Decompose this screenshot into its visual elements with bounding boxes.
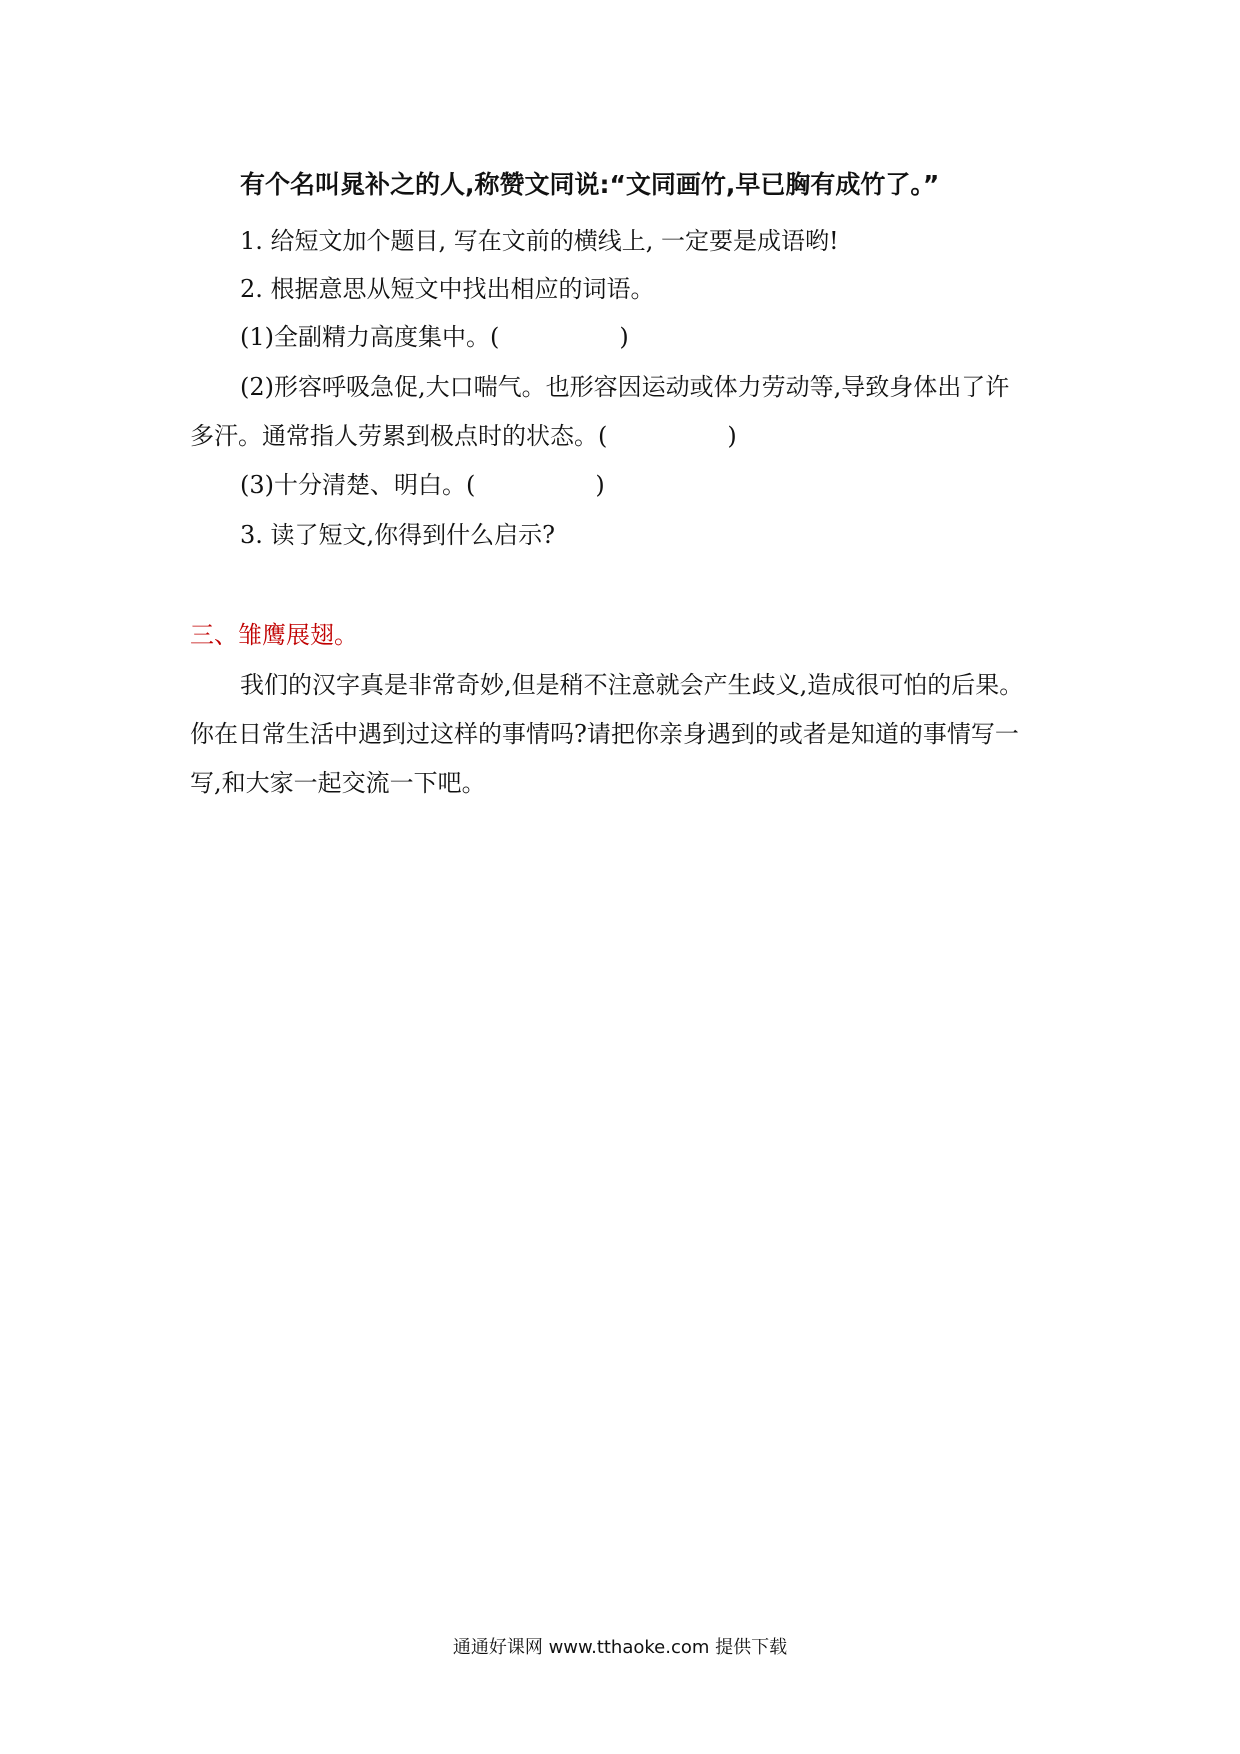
section-3-title: 三、雏鹰展翅。 [190,621,358,649]
closing-paren: ) [619,323,629,351]
section-3-line-3: 写,和大家一起交流一下吧。 [190,769,486,797]
question-1: 1. 给短文加个题目, 写在文前的横线上, 一定要是成语哟! [240,227,839,255]
section-3-line-2: 你在日常生活中遇到过这样的事情吗?请把你亲身遇到的或者是知道的事情写一 [190,720,1019,748]
question-2-item-2-text: 多汗。通常指人劳累到极点时的状态。( [190,422,608,450]
section-3-line-1: 我们的汉字真是非常奇妙,但是稍不注意就会产生歧义,造成很可怕的后果。 [240,671,1024,699]
intro-line: 有个名叫晁补之的人,称赞文同说:“文同画竹,早已胸有成竹了。” [240,170,940,199]
question-2-item-2-line-2 [190,421,737,451]
question-2-item-1 [240,322,629,352]
footer-watermark: 通通好课网 www.tthaoke.com 提供下载 [452,1637,788,1658]
closing-paren: ) [595,471,605,499]
question-2: 2. 根据意思从短文中找出相应的词语。 [240,275,655,303]
question-2-item-1-text: (1)全副精力高度集中。( [240,323,500,351]
question-3: 3. 读了短文,你得到什么启示? [240,521,556,549]
question-2-item-3 [240,470,605,500]
closing-paren: ) [727,422,737,450]
question-2-item-2-line-1: (2)形容呼吸急促,大口喘气。也形容因运动或体力劳动等,导致身体出了许 [240,373,1010,401]
question-2-item-3-text: (3)十分清楚、明白。( [240,471,476,499]
